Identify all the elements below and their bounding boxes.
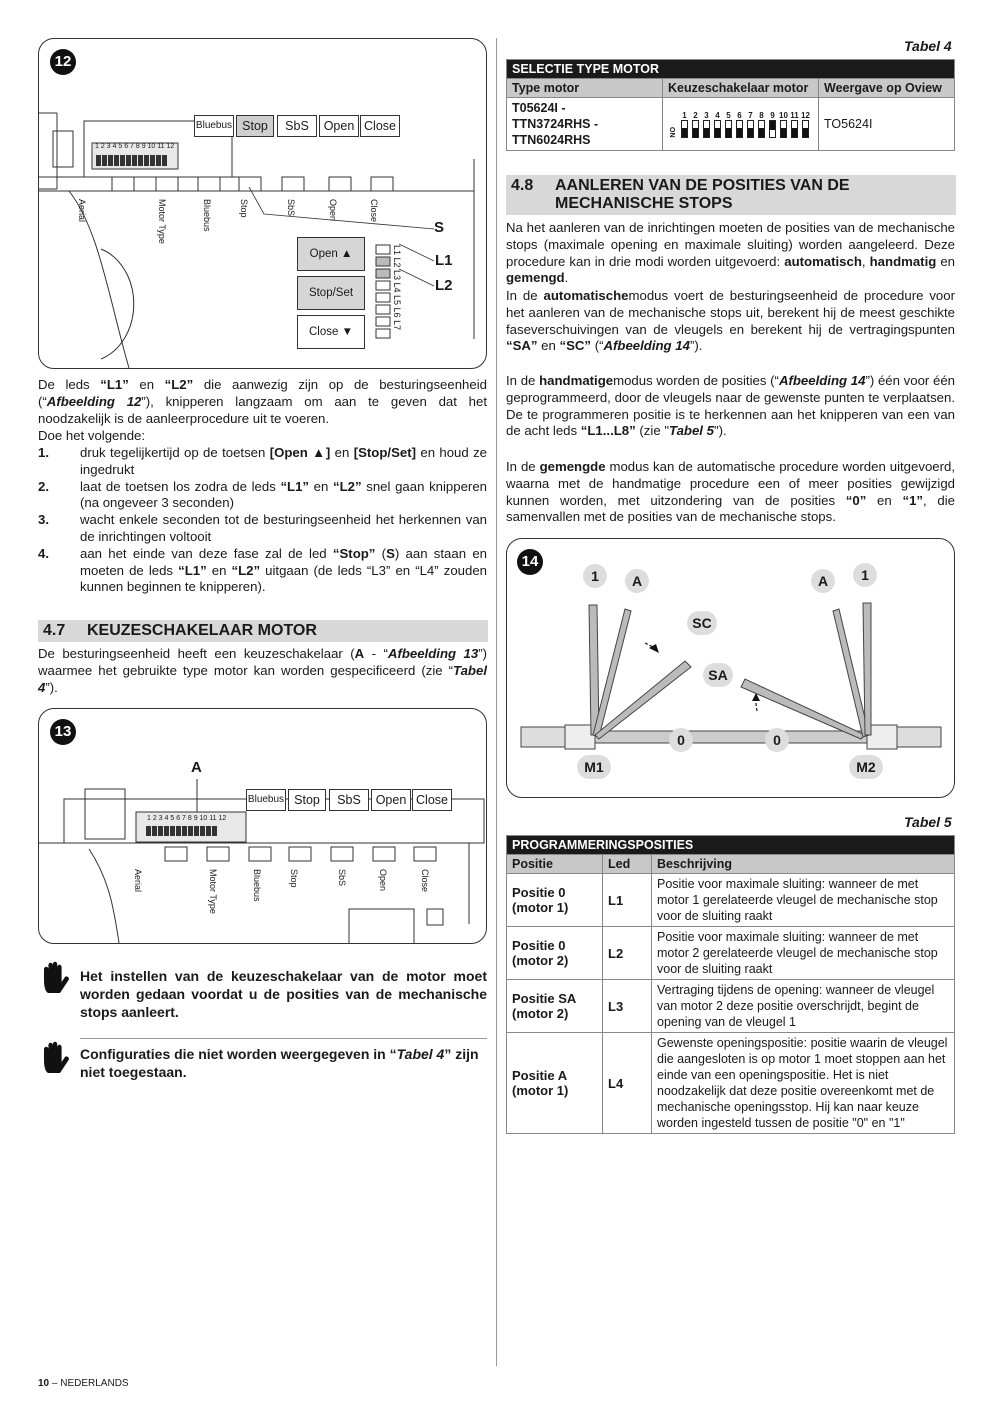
- board-drawing: [39, 39, 486, 368]
- terminal-bluebus: Bluebus: [194, 115, 234, 137]
- label-bluebus: Bluebus: [202, 199, 212, 232]
- close-button: Close ▼: [297, 315, 365, 349]
- warning-text-2: Configuraties die niet worden weergegeven in “Tabel 4” zijn niet toegestaan.: [80, 1046, 479, 1080]
- table-cell-pos: Positie SA (motor 2): [507, 980, 603, 1033]
- terminal-stop: Stop: [236, 115, 274, 137]
- hand-icon: [38, 1040, 72, 1076]
- dip-switch-6: [735, 111, 744, 138]
- label-motor-type: Motor Type: [157, 199, 167, 244]
- dip-switch-number: 7: [748, 110, 753, 120]
- label-stop: Stop: [289, 869, 299, 888]
- label-bluebus: Bluebus: [252, 869, 262, 902]
- figure-number: 12: [50, 49, 76, 75]
- table-cell-led: L2: [603, 927, 652, 980]
- label-1-left: 1: [583, 564, 607, 588]
- section-4-8-paragraph-1: Na het aanleren van de inrichtingen moeten de posities van de mechanische stops (maximale opening en maximale sluiting) worden aangeleerd. Deze procedure kan in drie modi worden uitgevoerd: automatisch, handmatig en gemengd.: [506, 220, 955, 286]
- dip-switch-11: [790, 111, 799, 138]
- column-divider: [496, 38, 497, 1366]
- warning-text-1: Het instellen van de keuzeschakelaar van de motor moet worden gedaan voordat u de posities van de mechanische stops aanleert.: [80, 968, 487, 1020]
- step-item: 4. aan het einde van deze fase zal de led “Stop” (S) aan staan en moeten de leds “L1” en “L2” uitgaan (de leds “L3” en “L4” zouden kunnen beginnen te knipperen).: [38, 545, 487, 595]
- table-header: Weergave op Oview: [819, 79, 955, 98]
- dip-switch-number: 11: [790, 110, 799, 120]
- dip-switch-3: [702, 111, 711, 138]
- step-item: 3. wacht enkele seconden tot de besturingseenheid het herkennen van de inrichtingen voltooit: [38, 512, 487, 544]
- table-4-caption: Tabel 4: [904, 38, 952, 54]
- table-header: Positie: [507, 855, 603, 874]
- table-header: Type motor: [507, 79, 663, 98]
- table-header: Beschrijving: [652, 855, 955, 874]
- callout-a: A: [191, 759, 202, 776]
- callout-l2: L2: [435, 277, 453, 294]
- dip-switch-number: 3: [704, 110, 709, 120]
- terminal-open: Open: [371, 789, 411, 811]
- terminal-close: Close: [360, 115, 400, 137]
- table-row: [507, 980, 955, 1033]
- label-open: Open: [378, 869, 388, 892]
- dip-switch-body: [747, 120, 754, 138]
- table-cell-pos: Positie 0 (motor 2): [507, 927, 603, 980]
- dip-switch-10: [779, 111, 788, 138]
- section-4-8-paragraph-3: In de handmatigemodus worden de posities (“Afbeelding 14”) één voor één geprogrammeerd, door de vleugels naar de gewenste punten te verplaatsen. De te programmeren positie is te herkennen aan het knipperen van een van de acht leds “L1...L8” (zie "Tabel 5").: [506, 373, 956, 439]
- table-cell-pos: Positie A (motor 1): [507, 1033, 603, 1134]
- figure-number: 14: [517, 549, 543, 575]
- table-row: [507, 927, 955, 980]
- dip-switch-12: [801, 111, 810, 138]
- terminal-stop: Stop: [288, 789, 326, 811]
- table-4: [506, 59, 955, 151]
- dip-switch-4: [713, 111, 722, 138]
- section-heading-4-7: 4.7 KEUZESCHAKELAAR MOTOR: [38, 620, 488, 642]
- figure-13: [38, 708, 487, 944]
- step-list: [38, 445, 487, 596]
- dip-switch-5: [724, 111, 733, 138]
- dip-switch-body: [758, 120, 765, 138]
- figure-14: [506, 538, 955, 798]
- table-cell-led: L4: [603, 1033, 652, 1134]
- stop-set-button: Stop/Set: [297, 276, 365, 310]
- dip-switch-7: [746, 111, 755, 138]
- dip-switch-number: 6: [737, 110, 742, 120]
- dip-switch-body: [769, 120, 776, 138]
- dip-switch-number: 1: [682, 110, 687, 120]
- section-4-8-paragraph-2: In de automatischemodus voert de besturingseenheid de procedure voor het aanleren van de mechanische stops uit, berekent hij de meest geschikte faseverschuivingen van de vleugels en berekent hij de vertragingspunten “SA” en “SC” (“Afbeelding 14”).: [506, 288, 955, 354]
- label-sbs: SbS: [337, 869, 347, 887]
- table-title: PROGRAMMERINGSPOSITIES: [507, 836, 955, 855]
- label-close: Close: [420, 869, 430, 893]
- terminal-close: Close: [412, 789, 452, 811]
- label-close: Close: [369, 199, 379, 223]
- dip-switch-number: 9: [770, 110, 775, 120]
- step-item: 1. druk tegelijkertijd op de toetsen [Open ▲] en [Stop/Set] en houd ze ingedrukt: [38, 445, 488, 477]
- label-m1: M1: [577, 755, 611, 779]
- terminal-open: Open: [319, 115, 359, 137]
- dip-switch-body: [725, 120, 732, 138]
- label-sc: SC: [687, 611, 717, 635]
- dip-switch-number: 4: [715, 110, 720, 120]
- dip-switch-number: 2: [693, 110, 698, 120]
- label-aerial: Aerial: [133, 869, 143, 893]
- table-5: [506, 835, 955, 1134]
- label-a-right: A: [811, 569, 835, 593]
- page-footer: 10 – NEDERLANDS: [38, 1378, 129, 1389]
- dip-switch-body: [736, 120, 743, 138]
- dip-numbers: 1 2 3 4 5 6 7 8 9 10 11 12: [95, 143, 175, 150]
- open-button: Open ▲: [297, 237, 365, 271]
- table-cell-desc: Positie voor maximale sluiting: wanneer de met motor 1 gerelateerde vleugel de mechanische stop voor de sluiting raakt: [652, 874, 955, 927]
- intro-paragraph: De leds “L1” en “L2” die aanwezig zijn op de besturingseenheid (“Afbeelding 12”), knipperen langzaam om aan te geven dat het noodzakelijk is de aanleerprocedure uit te voeren.: [38, 377, 487, 426]
- board-drawing: [39, 709, 486, 943]
- label-aerial: Aerial: [77, 199, 87, 223]
- label-stop: Stop: [239, 199, 249, 218]
- table-cell-desc: Positie voor maximale sluiting: wanneer de met motor 2 gerelateerde vleugel de mechanische stop voor de sluiting raakt: [652, 927, 955, 980]
- table-cell-oview: TO5624I: [819, 98, 955, 151]
- table-row: [507, 1033, 955, 1134]
- label-0-left: 0: [669, 728, 693, 752]
- section-heading-4-8: 4.8 AANLEREN VAN DE POSITIES VAN DE MECHANISCHE STOPS: [506, 175, 956, 215]
- table-cell-desc: Gewenste openingspositie: positie waarin de vleugel die aangesloten is op motor 1 moet stoppen aan het einde van een openingspositie. Het is niet noodzakelijk dat deze positie overeenkomt met de mechanische openingsstop. Hij kan naar keuze worden ingesteld tussen de positie "0" en "1": [652, 1033, 955, 1134]
- terminal-sbs: SbS: [277, 115, 317, 137]
- section-4-8-paragraph-4: In de gemengde modus kan de automatische procedure worden uitgevoerd, waarna met de handmatige procedure een of meer posities gewijzigd kunnen worden, met uitzondering van de posities “0” en “1”, die samenvallen met de posities van de mechanische stops.: [506, 459, 956, 525]
- figure-12: [38, 38, 487, 369]
- dip-switch-1: [680, 111, 689, 138]
- table-5-caption: Tabel 5: [904, 814, 952, 830]
- led-labels: L1 L2 L3 L4 L5 L6 L7: [392, 245, 402, 331]
- callout-s: S: [434, 219, 445, 236]
- table-cell-led: L3: [603, 980, 652, 1033]
- figure-number: 13: [50, 719, 76, 745]
- table-header: Led: [603, 855, 652, 874]
- divider: [80, 1038, 487, 1039]
- label-sa: SA: [703, 663, 733, 687]
- dip-switch-9: [768, 111, 777, 138]
- dip-switch-body: [714, 120, 721, 138]
- table-cell-type: T05624I - TTN3724RHS - TTN6024RHS: [507, 98, 663, 151]
- dip-switch-8: [757, 111, 766, 138]
- dip-switch-cell: [663, 98, 819, 151]
- dip-switch-number: 12: [801, 110, 810, 120]
- table-cell-desc: Vertraging tijdens de opening: wanneer de vleugel van motor 2 deze positie overschrijdt, begint de opening van de vleugel 1: [652, 980, 955, 1033]
- hand-icon: [38, 960, 72, 996]
- dip-switch-row: [680, 111, 810, 138]
- dip-switch-body: [791, 120, 798, 138]
- table-row: [507, 874, 955, 927]
- dip-switch-body: [802, 120, 809, 138]
- dip-switch-number: 8: [759, 110, 764, 120]
- label-0-right: 0: [765, 728, 789, 752]
- table-cell-led: L1: [603, 874, 652, 927]
- dip-switch-body: [780, 120, 787, 138]
- table-title: SELECTIE TYPE MOTOR: [507, 60, 955, 79]
- dip-switch-number: 10: [779, 110, 788, 120]
- callout-l1: L1: [435, 252, 453, 269]
- label-motor-type: Motor Type: [208, 869, 218, 914]
- dip-switch-2: [691, 111, 700, 138]
- table-header: Keuzeschakelaar motor: [663, 79, 819, 98]
- instruction-lead: Doe het volgende:: [38, 428, 146, 443]
- label-sbs: SbS: [286, 199, 296, 217]
- terminal-sbs: SbS: [329, 789, 369, 811]
- step-item: 2. laat de toetsen los zodra de leds “L1” en “L2” snel gaan knipperen (na ongeveer 3 seconden): [38, 478, 487, 511]
- dip-switch-body: [681, 120, 688, 138]
- label-m2: M2: [849, 755, 883, 779]
- dip-switch-body: [692, 120, 699, 138]
- label-open: Open: [328, 199, 338, 222]
- dip-switch-number: 5: [726, 110, 731, 120]
- label-1-right: 1: [853, 563, 877, 587]
- section-4-7-paragraph: De besturingseenheid heeft een keuzeschakelaar (A - “Afbeelding 13”) waarmee het gebruikte type motor kan worden gespecificeerd (zie “Tabel 4”).: [38, 646, 487, 695]
- dip-switch-body: [703, 120, 710, 138]
- terminal-bluebus: Bluebus: [246, 789, 286, 811]
- dip-on-label: ON: [668, 127, 675, 138]
- label-a-left: A: [625, 569, 649, 593]
- table-cell-pos: Positie 0 (motor 1): [507, 874, 603, 927]
- dip-numbers: 1 2 3 4 5 6 7 8 9 10 11 12: [147, 815, 227, 822]
